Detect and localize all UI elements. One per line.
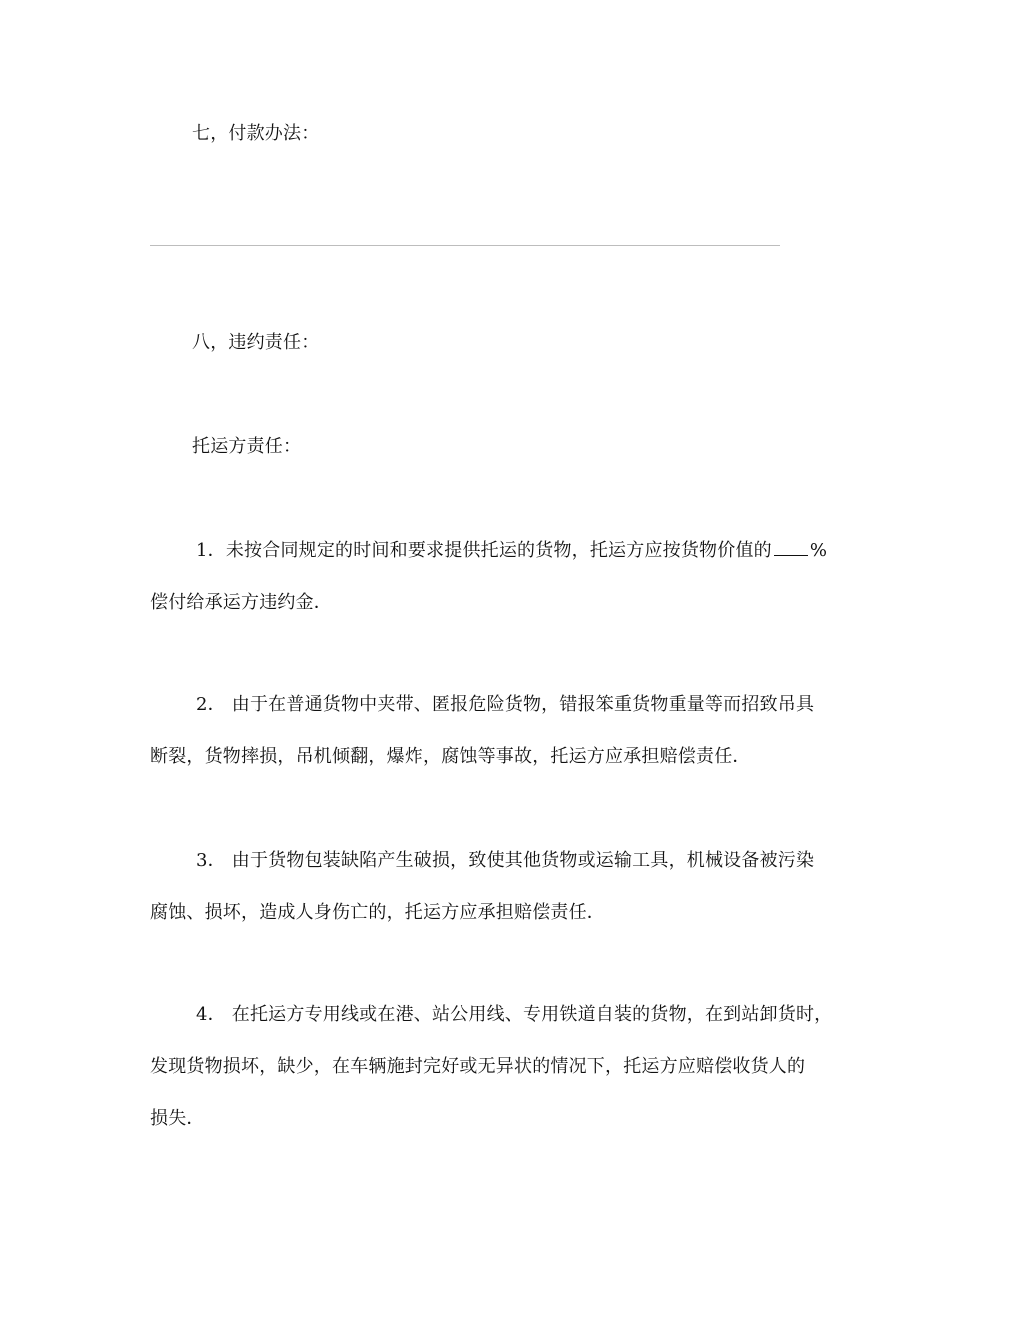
item-1-text: 1．未按合同规定的时间和要求提供托运的货物，托运方应按货物价值的 xyxy=(196,540,772,561)
item-4-line-2: 发现货物损坏，缺少，在车辆施封完好或无异状的情况下，托运方应赔偿收货人的 xyxy=(150,1056,806,1077)
item-3-line-1: 3． 由于货物包装缺陷产生破损，致使其他货物或运输工具，机械设备被污染 xyxy=(196,850,815,871)
item-1-line-1 xyxy=(196,538,872,564)
item-4-line-1: 4． 在托运方专用线或在港、站公用线、专用铁道自装的货物，在到站卸货时， xyxy=(196,1004,833,1025)
breach-heading: 八，违约责任： xyxy=(192,332,320,353)
percent-blank xyxy=(774,541,808,556)
item-1-line-2: 偿付给承运方违约金． xyxy=(150,592,332,613)
item-4-line-3: 损失． xyxy=(150,1108,205,1129)
payment-heading: 七，付款办法： xyxy=(192,123,320,144)
item-3-line-2: 腐蚀、损坏，造成人身伤亡的，托运方应承担赔偿责任． xyxy=(150,902,605,923)
item-2-line-2: 断裂，货物摔损，吊机倾翻，爆炸，腐蚀等事故，托运方应承担赔偿责任． xyxy=(150,746,751,767)
percent-sign: % xyxy=(809,540,828,561)
item-2-line-1: 2． 由于在普通货物中夹带、匿报危险货物，错报笨重货物重量等而招致吊具 xyxy=(196,694,815,715)
blank-fill-line xyxy=(150,245,780,246)
shipper-heading: 托运方责任： xyxy=(192,436,302,457)
